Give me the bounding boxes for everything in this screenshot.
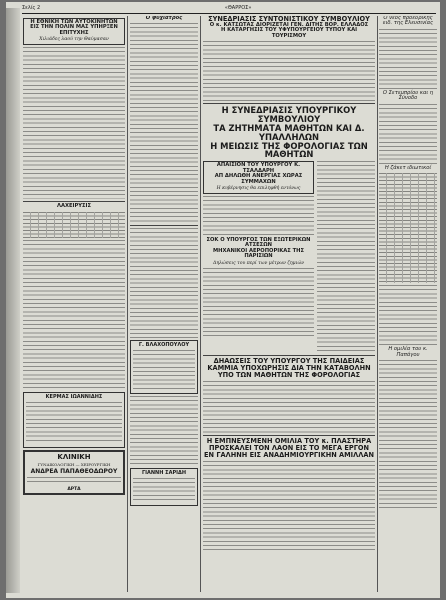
column-2 — [130, 16, 198, 592]
ad-vlachopoulou: Γ. ΒΛΑΧΟΠΟΥΛΟΥ — [138, 342, 190, 349]
headline-tax-reduction: Η ΜΕΙΩΣΙΣ ΤΗΣ ΦΟΡΟΛΟΓΙΑΣ ΤΩΝ ΜΑΘΗΤΩΝ — [210, 140, 368, 160]
ad-ioannidis: ΚΕΡΜΑΣ ΙΩΑΝΝΙΔΗΣ — [45, 393, 103, 400]
article-body — [23, 240, 125, 390]
ad-clinic-title: ΚΛΙΝΙΚΗ — [57, 452, 91, 461]
headline-september: Ο Σετεμπρίου και η Σύνοδο — [382, 89, 434, 102]
subhead-katsotas: Ο κ. ΚΑΤΣΩΤΑΣ ΔΙΟΡΙΖΕΤΑΙ ΓΕΝ. ΔΙΤΗΣ ΒΟΡ. ΕΛΛΑΔΟΣ — [209, 21, 369, 28]
column-4 — [379, 16, 437, 592]
subhead-allies: ΑΠ ΔΗΛΩΘΗ ΑΝΕΡΓΙΑΣ ΧΩΡΑΣ ΣΥΜΜΑΧΩΝ — [214, 173, 303, 185]
subhead-no-retreat: ΚΑΜΜΙΑ ΥΠΟΧΩΡΗΣΙΣ ΔΙΑ ΤΗΝ ΚΑΤΑΒΟΛΗΝ — [207, 364, 371, 373]
headline-foreign-minister: ΣΟΚ Ο ΥΠΟΥΡΓΟΣ ΤΩΝ ΕΞΩΤΕΡΙΚΩΝ ΑΤΣΕΣΩΝ — [206, 236, 311, 249]
headline-plastiras: Η ΕΜΠΝΕΥΣΜΕΝΗ ΟΜΙΛΙΑ ΤΟΥ κ. ΠΛΑΣΤΗΡΑ — [206, 436, 372, 445]
article-body — [23, 47, 125, 167]
headline-coordination-council: ΣΥΝΕΔΡΙΑΣΙΣ ΣΥΝΤΟΝΙΣΤΙΚΟΥ ΣΥΜΒΟΥΛΙΟΥ — [208, 16, 370, 23]
section-lottery: ΛΑΧΕΙΡΥΣΙΣ — [56, 203, 92, 210]
subhead-statements: Δηλώσεις του περί των μέτρων ζημιών — [213, 260, 304, 266]
lottery-table — [23, 212, 125, 238]
masthead — [22, 5, 436, 13]
subhead-government: Η κυβέρνησις θα επιληφθή εντόνως — [216, 185, 301, 191]
subhead-reconstruction: ΕΝ ΓΑΛΗΝΗ ΕΙΣ ΑΝΑΔΗΜΙΟΥΡΓΙΚΗΝ ΑΜΙΛΛΑΝ — [204, 450, 374, 459]
headline-education-minister: ΔΗΑΩΣΕΙΣ ΤΟΥ ΥΠΟΥΡΓΟΥ ΤΗΣ ΠΑΙΔΕΙΑΣ — [213, 357, 365, 366]
headline-students: ΤΑ ΖΗΤΗΜΑΤΑ ΜΑΘΗΤΩΝ ΚΑΙ Δ. ΥΠΑΛΛΗΛΩΝ — [213, 122, 365, 142]
ad-clinic-name: ΑΝΔΡΕΑ ΠΑΠΑΘΕΟΔΩΡΟΥ — [30, 467, 118, 475]
subhead-aviation: ΜΗΧΑΝΙΚΟΙ ΑΕΡΟΠΟΡΙΚΑΣ ΤΗΣ ΠΑΡΙΣΙΩΝ — [212, 247, 305, 260]
binding-gutter — [6, 8, 20, 593]
page-number: Σελίς 2 — [22, 5, 41, 11]
subhead-student-tax: ΥΠΟ ΤΩΝ ΜΑΘΗΤΩΝ ΤΗΣ ΦΟΡΟΛΟΓΙΑΣ — [217, 371, 361, 379]
subhead-great-work: ΠΡΟΣΚΑΛΕΙ ΤΟΝ ΛΑΟΝ ΕΙΣ ΤΟ ΜΕΓΑ ΕΡΓΟΝ — [208, 443, 370, 452]
headline-car-race: Η ΕΘΝΙΚΗ ΤΩΝ ΑΥΤΟΚΙΝΗΤΩΝ ΕΙΣ ΤΗΝ ΠΟΛΙΝ ΜΑΣ ΥΠΗΡΞΕΝ ΕΠΙΤΥΧΗΣ — [30, 19, 118, 36]
headline-presidential: Ο νέος προεδρικής ειδ. της Ελευσινίας — [382, 16, 434, 27]
column-1 — [23, 16, 125, 592]
ad-clinic-place: ΑΡΤΑ — [67, 486, 81, 492]
ad-saridi: ΓΙΑΝΝΗ ΣΑΡΙΔΗ — [141, 470, 187, 477]
results-table — [379, 173, 437, 283]
column-rule — [200, 16, 201, 592]
column-rule — [377, 16, 378, 592]
headline-cabinet-meeting: Η ΣΥΝΕΔΡΙΑΣΙΣ ΥΠΟΥΡΓΙΚΟΥ ΣΥΜΒΟΥΛΙΟΥ — [221, 105, 357, 125]
headline-papagos: Η ομιλία του κ. Παπάγου — [388, 346, 428, 358]
headline-tsaldaris: ΑΠΑΙΣΙΟΝ ΤΟΥ ΥΠΟΥΡΓΟΥ Κ. ΤΣΑΛΔΑΡΗ — [216, 162, 301, 174]
subhead-car-race: Χιλιάδες λαού την Θαύμασαν — [39, 37, 109, 43]
article-body — [23, 169, 125, 199]
ad-clinic-sub: ΓΥΝΑΙΚΟΛΟΓΙΚΗ — ΧΕΙΡΟΥΡΓΙΚΗ — [37, 461, 111, 467]
column-3 — [203, 16, 375, 592]
newspaper-name: «ΘΑΡΡΟΣ» — [224, 5, 252, 11]
column-rule — [127, 16, 128, 592]
newspaper-page — [6, 2, 440, 598]
headline-psychiatrist: Ο ψυχίατρος — [145, 16, 183, 21]
headline-private: Η ζάκετ ιδιωτικοί — [384, 164, 432, 171]
subhead-press-ministry: Η ΚΑΤΑΡΓΗΣΙΣ ΤΟΥ ΥΦΥΠΟΥΡΓΕΙΟΥ ΤΥΠΟΥ ΚΑΙ ΤΟΥΡΙΣΜΟΥ — [220, 27, 358, 39]
masthead-rule — [22, 13, 436, 14]
